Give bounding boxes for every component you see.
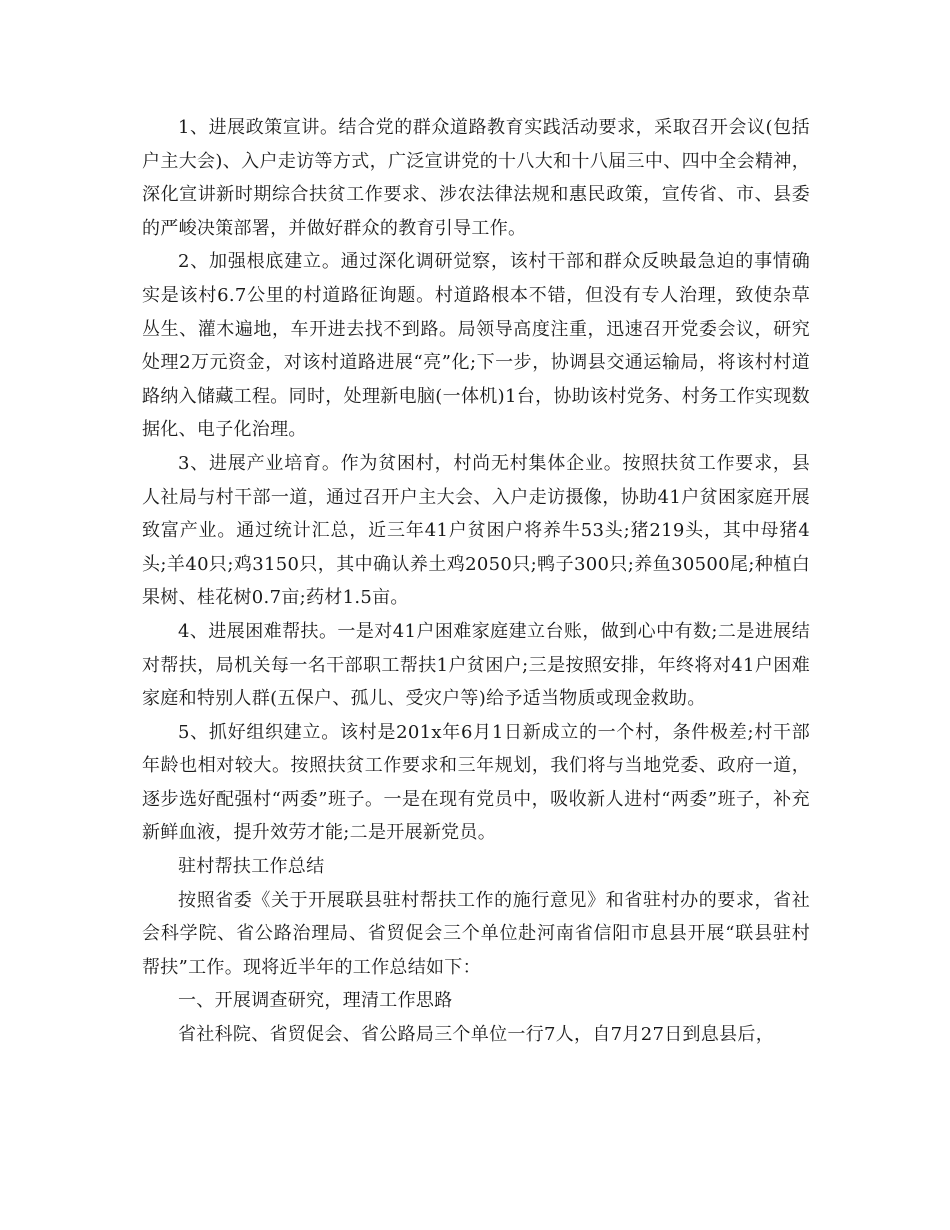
subsection-heading: 一、开展调查研究，理清工作思路	[178, 990, 453, 1012]
paragraph-organization-building: 5、抓好组织建立。该村是201x年6月1日新成立的一个村，条件极差;村干部年龄也相对较大。按照扶贫工作要求和三年规划，我们将与当地党委、政府一道，逐步选好配强村“两委”班子。一是在现有党员中，吸收新人进村“两委”班子，补充新鲜血液，提升效劳才能;二是开展新党员。	[142, 721, 810, 844]
paragraph-intro: 按照省委《关于开展联县驻村帮扶工作的施行意见》和省驻村办的要求，省社会科学院、省公路治理局、省贸促会三个单位赴河南省信阳市息县开展“联县驻村帮扶”工作。现将近半年的工作总结如下：	[142, 889, 810, 978]
section-title: 驻村帮扶工作总结	[178, 856, 325, 878]
paragraph-infrastructure: 2、加强根底建立。通过深化调研觉察，该村干部和群众反映最急迫的事情确实是该村6.7公里的村道路征询题。村道路根本不错，但没有专人治理，致使杂草丛生、灌木遍地，车开进去找不到路。局领导高度注重，迅速召开党委会议，研究处理2万元资金，对该村道路进展“亮”化;下一步，协调县交通运输局，将该村村道路纳入储藏工程。同时，处理新电脑(一体机)1台，协助该村党务、村务工作实现数据化、电子化治理。	[142, 251, 810, 441]
document-body	[142, 111, 810, 1052]
paragraph-policy-publicity: 1、进展政策宣讲。结合党的群众道路教育实践活动要求，采取召开会议(包括户主大会)、入户走访等方式，广泛宣讲党的十八大和十八届三中、四中全会精神，深化宣讲新时期综合扶贫工作要求、涉农法律法规和惠民政策，宣传省、市、县委的严峻决策部署，并做好群众的教育引导工作。	[142, 117, 810, 239]
paragraph-hardship-assistance: 4、进展困难帮扶。一是对41户困难家庭建立台账，做到心中有数;二是进展结对帮扶，局机关每一名干部职工帮扶1户贫困户;三是按照安排，年终将对41户困难家庭和特别人群(五保户、孤儿、受灾户等)给予适当物质或现金救助。	[142, 620, 810, 710]
paragraph-research-start: 省社科院、省贸促会、省公路局三个单位一行7人，自7月27日到息县后，	[178, 1024, 775, 1046]
paragraph-industry-cultivation: 3、进展产业培育。作为贫困村，村尚无村集体企业。按照扶贫工作要求，县人社局与村干部一道，通过召开户主大会、入户走访摄像，协助41户贫困家庭开展致富产业。通过统计汇总，近三年41户贫困户将养牛53头;猪219头，其中母猪4头;羊40只;鸡3150只，其中确认养土鸡2050只;鸭子300只;养鱼30500尾;种植白果树、桂花树0.7亩;药材1.5亩。	[142, 452, 810, 609]
